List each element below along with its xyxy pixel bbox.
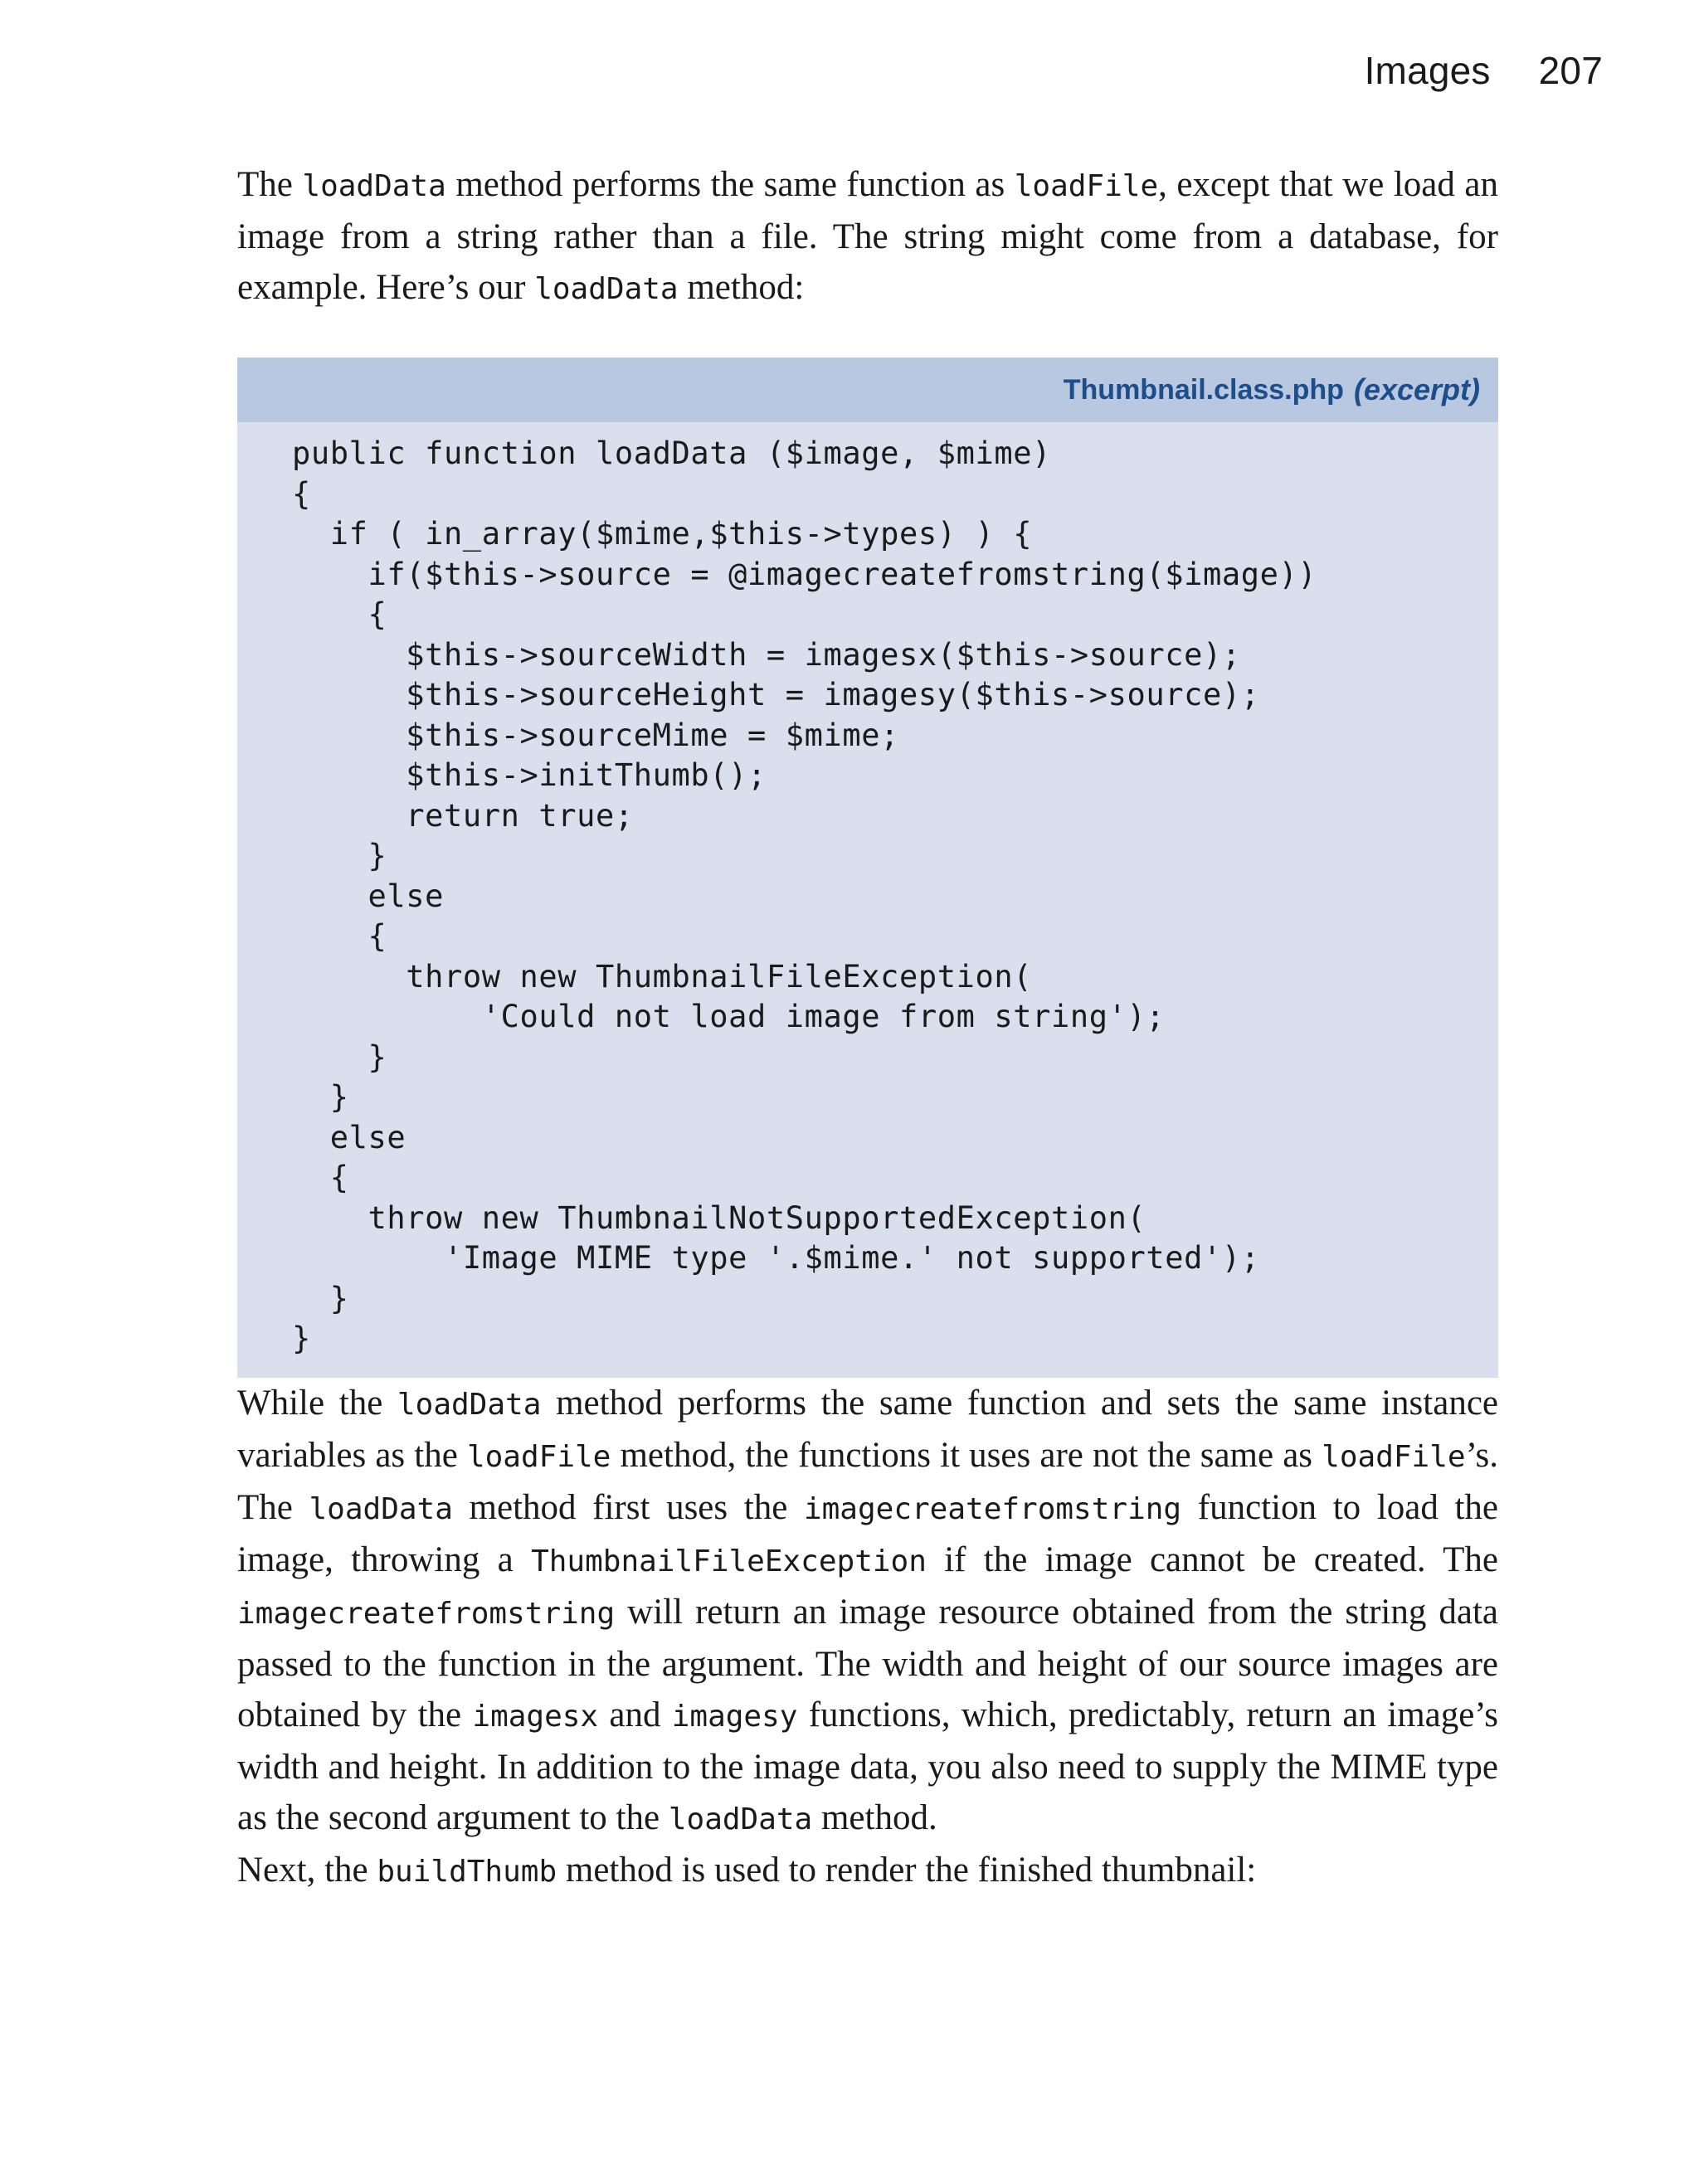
intro-paragraph: The loadData method performs the same function as loadFile, except that we load an image from a string rather than a file. The string might come from a database, for example. Here’s our loadData method: [237,165,1498,307]
code-line: 'Image MIME type '.$mime.' not supported'); [292,1240,1260,1276]
code-line: } [292,1280,349,1316]
page-content [237,159,1498,1897]
running-head [1365,48,1603,93]
code-line: { [292,596,387,632]
inline-code: loadData [397,1387,542,1422]
code-line: throw new ThumbnailNotSupportedException( [292,1199,1146,1236]
section-title: Images [1364,49,1491,92]
code-body [237,422,1498,1378]
inline-code: loadData [309,1491,453,1526]
code-line: 'Could not load image from string'); [292,999,1166,1034]
code-line: $this->sourceMime = $mime; [292,717,900,753]
code-line: else [292,878,445,914]
code-line: $this->initThumb(); [292,757,767,793]
code-line: $this->sourceWidth = imagesx($this->source); [292,636,1241,673]
code-line: } [292,1079,349,1115]
code-listing [237,358,1498,1378]
code-line: return true; [292,797,634,834]
code-filename: Thumbnail.class.php [1063,373,1344,406]
inline-code: imagesx [472,1699,599,1734]
inline-code: buildThumb [377,1854,557,1889]
code-line: { [292,475,311,512]
inline-code: loadData [534,272,679,306]
code-line: else [292,1119,406,1155]
explanation-paragraph: While the loadData method performs the same function and sets the same instance variables as the loadFile method, the functions it uses are not the same as loadFile’s. The loadData method first uses the imagecreatefromstring function to load the image, throwing a ThumbnailFileException if the image cannot be created. The imagecreatefromstring will return an image resource obtained from the string data passed to the function in the argument. The width and height of our source images are obtained by the imagesx and imagesy functions, which, predictably, return an image’s width and height. In addition to the image data, you also need to supply the MIME type as the second argument to the loadData method. [237,1383,1499,1837]
code-line: } [292,1321,311,1356]
inline-code: imagecreatefromstring [803,1491,1182,1526]
inline-code: loadData [668,1802,813,1836]
inline-code: imagecreatefromstring [237,1596,616,1631]
inline-code: loadFile [1014,169,1159,203]
page-number: 207 [1538,49,1603,92]
code-line: throw new ThumbnailFileException( [292,958,1033,995]
inline-code: loadFile [1322,1439,1466,1474]
inline-code: loadFile [466,1439,611,1474]
code-line: { [292,918,387,954]
code-line: if ( in_array($mime,$this->types) ) { [292,516,1033,552]
code-line: { [292,1160,349,1195]
next-paragraph: Next, the buildThumb method is used to render the finished thumbnail: [237,1850,1257,1890]
inline-code: imagesy [671,1699,798,1734]
code-excerpt-note: (excerpt) [1353,372,1480,406]
inline-code: ThumbnailFileException [531,1544,927,1578]
code-line: } [292,1038,387,1075]
code-line: } [292,838,387,873]
code-line: $this->sourceHeight = imagesy($this->source); [292,677,1260,713]
code-line: public function loadData ($image, $mime) [292,435,1052,471]
code-listing-header [237,358,1498,422]
code-line: if($this->source = @imagecreatefromstring($image)) [292,556,1317,592]
inline-code: loadData [302,169,446,203]
